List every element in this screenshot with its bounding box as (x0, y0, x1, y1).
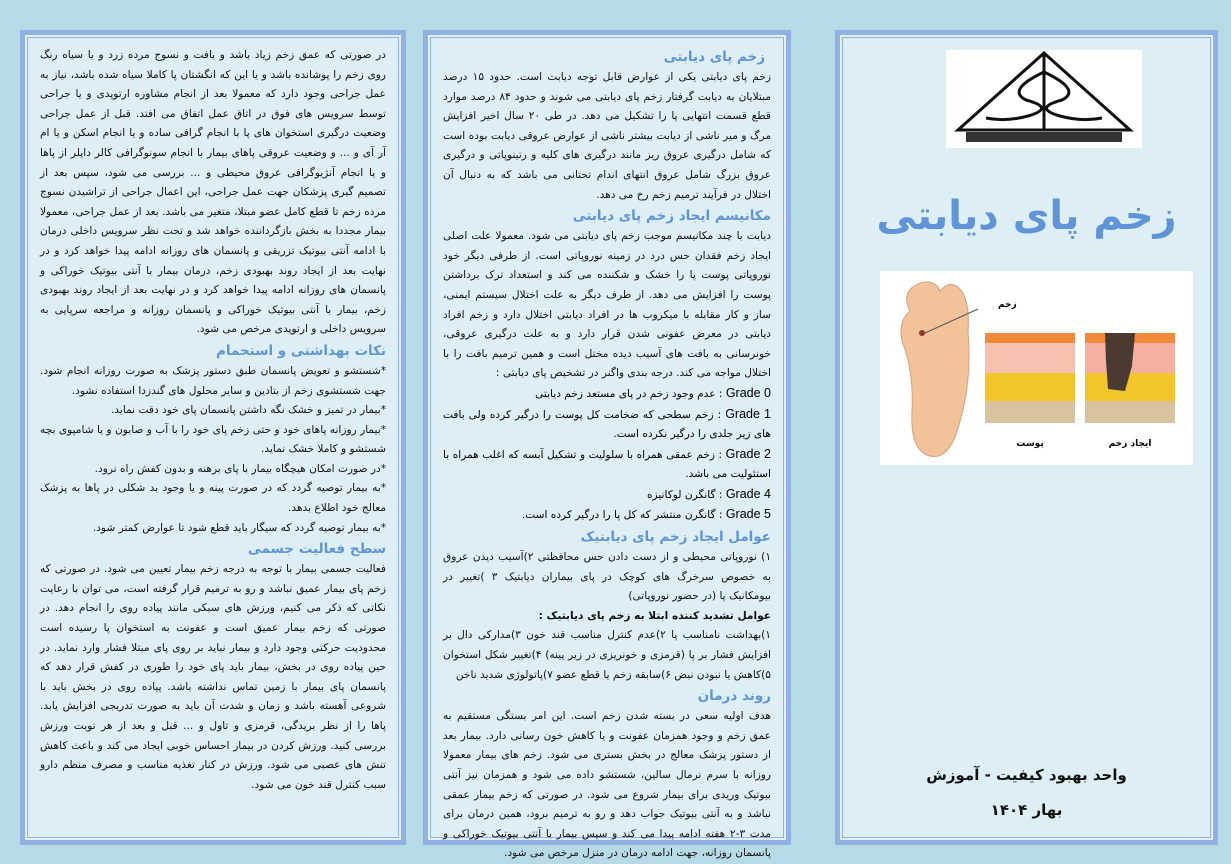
causes-paragraph: ۱) نوروپاتی محیطی و از دست دادن حس محافظتی ۲)آسیب دیدن عروق به خصوص سرخرگ های کوچک در پای بیماران دیابتیک ۳ )تغییر در بیومکانیک پا (در حضور نوروپاتی) (443, 551, 772, 603)
activity-heading: سطح فعالیت جسمی (247, 541, 386, 558)
intro-heading: زخم پای دیابتی (663, 49, 765, 65)
grade-item (443, 485, 771, 506)
grade-text: : زخم عمقی همراه با سلولیت و تشکیل آبسه که اغلب همراه با استئولیت می باشد. (443, 448, 771, 481)
surgery-paragraph: در صورتی که عمق زخم زیاد باشد و بافت و نسوج مرده زرد و یا سیاه رنگ روی زخم را پوشانده باشد و یا این که انگشتان پا کاملا سیاه شده باشد، نیاز به عمل جراحی وجود دارد که معمولا بعد از انجام مشاوره ارتوپدی و یا جراحی توسط سرویس های فوق در اتاق عمل اتفاق می افتد. قبل از عمل جراحی وضعیت درگیری استخوان های پا با انجام گرافی ساده و یا انجام اسکن و یا ام آر آی و ... و وضعیت عروقی پاهای بیمار با انجام سونوگرافی کالر داپلر از پاها و یا انجام آنژیوگرافی عروق محیطی و ... بررسی می شود، سپس بعد از تصمیم گیری پزشکان جهت عمل جراحی، این اعمال جراحی از تراشیدن نسوج مرده زخم تا قطع کامل عضو مبتلا، متغیر می باشد. بعد از عمل جراحی، معمولا بیمار مجددا به بخش بازگرداننده خواهد شد و تحت نظر سرویس داخلی درمان با ادامه آنتی بیوتیک تزریقی و پانسمان های روزانه ادامه پیدا خواهد کرد و در نهایت بعد از ایجاد روند بهبودی زخم، درمان بیمار با آنتی بیوتیک خوراکی و پانسمان های روزانه ادامه پیدا خواهد کرد و در نهایت بعد از ایجاد روند بهبودی زخم، بیمار با آنتی بیوتیک خوراکی و پانسمان روزانه و مراجعه سرپایی به سرویس داخلی و ارتوپدی مرخص می شود. (40, 49, 386, 336)
grade-text: : گانگرن لوکانیزه (646, 488, 726, 501)
left-panel (20, 30, 406, 845)
aggravating-factors-paragraph: ۱)بهداشت نامناسب پا ۲)عدم کنترل مناسب قند خون ۳)مدارکی دال بر افزایش فشار بر پا (قرمزی و خونریزی در زیر پینه) ۴)تغییر شکل استخوان ۵)کاهش یا نبودن نبض ۶)سابقه زخم یا قطع عضو ۷)پاتولوژی شدید ناخن (443, 629, 771, 681)
middle-panel (423, 30, 791, 860)
mechanism-paragraph: دیابت با چند مکانیسم موجب زخم پای دیابتی می شود. معمولا علت اصلی ایجاد زخم فقدان حس درد در زمینه نوروپاتی است. از طرفی دیگر خود نوروپاتی پوست پا را خشک و شکننده می کند و استعداد ترک برداشتن پوست را افزایش می دهد. از طرف دیگر به علت اختلال سیستم ایمنی، ساز و کار مقابله با میکروب ها در افراد دیابتی اختلال دارد و زخم افراد دیابتی در معرض عفونی شدن قرار دارد و به علت درگیری عروقی، خونرسانی به بافت های آسیب دیده مختل است و همین ترمیم بافت را با اختلال مواجه می کند. درجه بندی واگنر در تشخیص پای دیابتی : (443, 230, 771, 380)
hospital-logo (946, 50, 1142, 148)
grade-label: Grade 4 (725, 486, 771, 501)
cover-panel (835, 30, 1218, 845)
intro-paragraph: زخم پای دیابتی یکی از عوارض قابل توجه دیابت است. حدود ۱۵ درصد مبتلایان به دیابت گرفتار زخم پای دیابتی می شوند و حدود ۸۴ درصد موارد قطع قسمت انتهایی پا را تشکیل می دهد. در طی ۲۰ سال اخیر افزایش مرگ و میر ناشی از دیابت بیشتر ناشی از عوارض عروقی دیابت بوده است که شامل درگیری عروق ریز مانند درگیری های کلیه و رتینوپاتی و درگیری عروق بزرگ شامل عروق انتهای اندام تحتانی می باشد که به دنبال آن اختلال در فرآیند ترمیم زخم رخ می دهد. (443, 71, 771, 201)
hygiene-item: *شستشو و تعویض پانسمان طبق دستور پزشک به صورت روزانه انجام شود. جهت شستشوی زخم از بتادین و سایر محلول های گندزدا استفاده نشود. (40, 364, 386, 397)
publication-date: بهار ۱۴۰۴ (990, 801, 1063, 819)
grade-text: : زخم سطحی که ضخامت کل پوست را درگیر کرده ولی بافت های زیر جلدی را درگیر نکرده است. (443, 408, 771, 441)
ulcer-formation-label: ایجاد زخم (1108, 439, 1152, 449)
grade-item (443, 384, 771, 405)
hygiene-item: *به بیمار توصیه گردد که سیگار باید قطع شود تا عوارض کمتر شود. (92, 521, 386, 534)
department-name: واحد بهبود کیفیت - آموزش (926, 766, 1127, 784)
grade-label: Grade 0 (725, 385, 771, 400)
activity-paragraph: فعالیت جسمی بیمار با توجه به درجه زخم بیمار تعیین می شود. در صورتی که زخم پای بیمار عمیق نباشد و رو به ترمیم قرار گرفته است، می توان با رعایت نکاتی که ذکر می کنیم، ورزش های سبکی مانند پیاده روی را انجام دهد. در صورتی که زخم بیمار عمیق است و عفونت به استخوان پا رسیده است محدودیت حرکتی وجود دارد و بیمار نباید بر روی پای مبتلا فشار وارد نماید. در حین پیاده روی در بخش، بیمار باید پای خود را طوری در کفش قرار دهد که پانسمان پای بیمار با زمین تماس نداشته باشد. پیاده روی در بخش باید با شروعی آهسته باشد و زمان و شدت آن باید به صورت تدریجی افزایش یابد. پاها را از نظر بریدگی، قرمزی و تاول و ... قبل و بعد از هر نوبت ورزش بررسی کنید. ورزش کردن در بیمار احساس خوبی ایجاد می کند و باعث کاهش تنش های عصبی می شود. ورزش در کنار تغذیه مناسب و مصرف منظم دارو سبب کنترل قند خون می شود. (40, 563, 386, 791)
grade-label: Grade 5 (725, 507, 771, 522)
brochure-title: زخم پای دیابتی (876, 193, 1177, 239)
causes-heading: عوامل ایجاد زخم پای دیابتیک (580, 529, 771, 546)
grade-text: : گانگرن منتشر که کل پا را درگیر کرده است. (521, 509, 726, 522)
grade-item (443, 405, 771, 445)
skin-label: پوست (1016, 439, 1044, 449)
treatment-paragraph: هدف اولیه سعی در بسته شدن زخم است. این امر بستگی مستقیم به عمق زخم و وجود همزمان عفونت و یا کاهش خون رسانی دارد. بیمار بعد از دستور پزشک معالج در بخش بستری می شود. زخم های بیمار معمولا روزانه با سرم نرمال سالین، شستشو داده می شود و همزمان نیز آنتی بیوتیک وریدی برای بیمار شروع می شود. در صورتی که زخم بیمار عمقی نباشد و به آنتی بیوتیک جواب دهد و رو به ترمیم برود، همین درمان برای مدت ۳-۲ هفته ادامه پیدا می کند و سپس بیمار با آنتی بیوتیک خوراکی و پانسمان روزانه، جهت ادامه درمان در منزل مرخص می شود. (443, 710, 771, 860)
grade-item (443, 505, 771, 526)
grade-label: Grade 2 (725, 446, 771, 461)
treatment-heading: روند درمان (697, 688, 771, 705)
hygiene-item: *به بیمار توصیه گردد که در صورت پینه و یا وجود بد شکلی در پاها به پزشک معالج خود اطلاع بدهد. (40, 482, 386, 515)
hygiene-heading: نکات بهداشتی و استحمام (215, 342, 386, 359)
ulcer-skin-block (1085, 333, 1175, 423)
grade-text: : عدم وجود زخم در پای مستعد زخم دیابتی (535, 387, 726, 400)
hygiene-item: *بیمار روزانه پاهای خود و حتی زخم پای خود را با آب و صابون و یا شامپوی بچه شستشو و کاملا خشک نماید. (40, 423, 386, 456)
grade-item (443, 445, 771, 485)
aggravating-factors-subheading: عوامل تشدید کننده ابتلا به زخم پای دیابتیک : (538, 609, 771, 622)
diabetic-foot-illustration (880, 271, 1193, 465)
hygiene-item: *بیمار در تمیز و خشک نگه داشتن پانسمان پای خود دقت نماید. (110, 404, 386, 417)
grade-label: Grade 1 (725, 406, 771, 421)
wound-label: زخم (998, 300, 1017, 310)
healthy-skin-block (985, 333, 1075, 423)
mechanism-heading: مکانیسم ایجاد زخم پای دیابتی (572, 208, 771, 225)
hygiene-item: *در صورت امکان هیچگاه بیمار با پای برهنه و بدون کفش راه نرود. (94, 462, 386, 475)
